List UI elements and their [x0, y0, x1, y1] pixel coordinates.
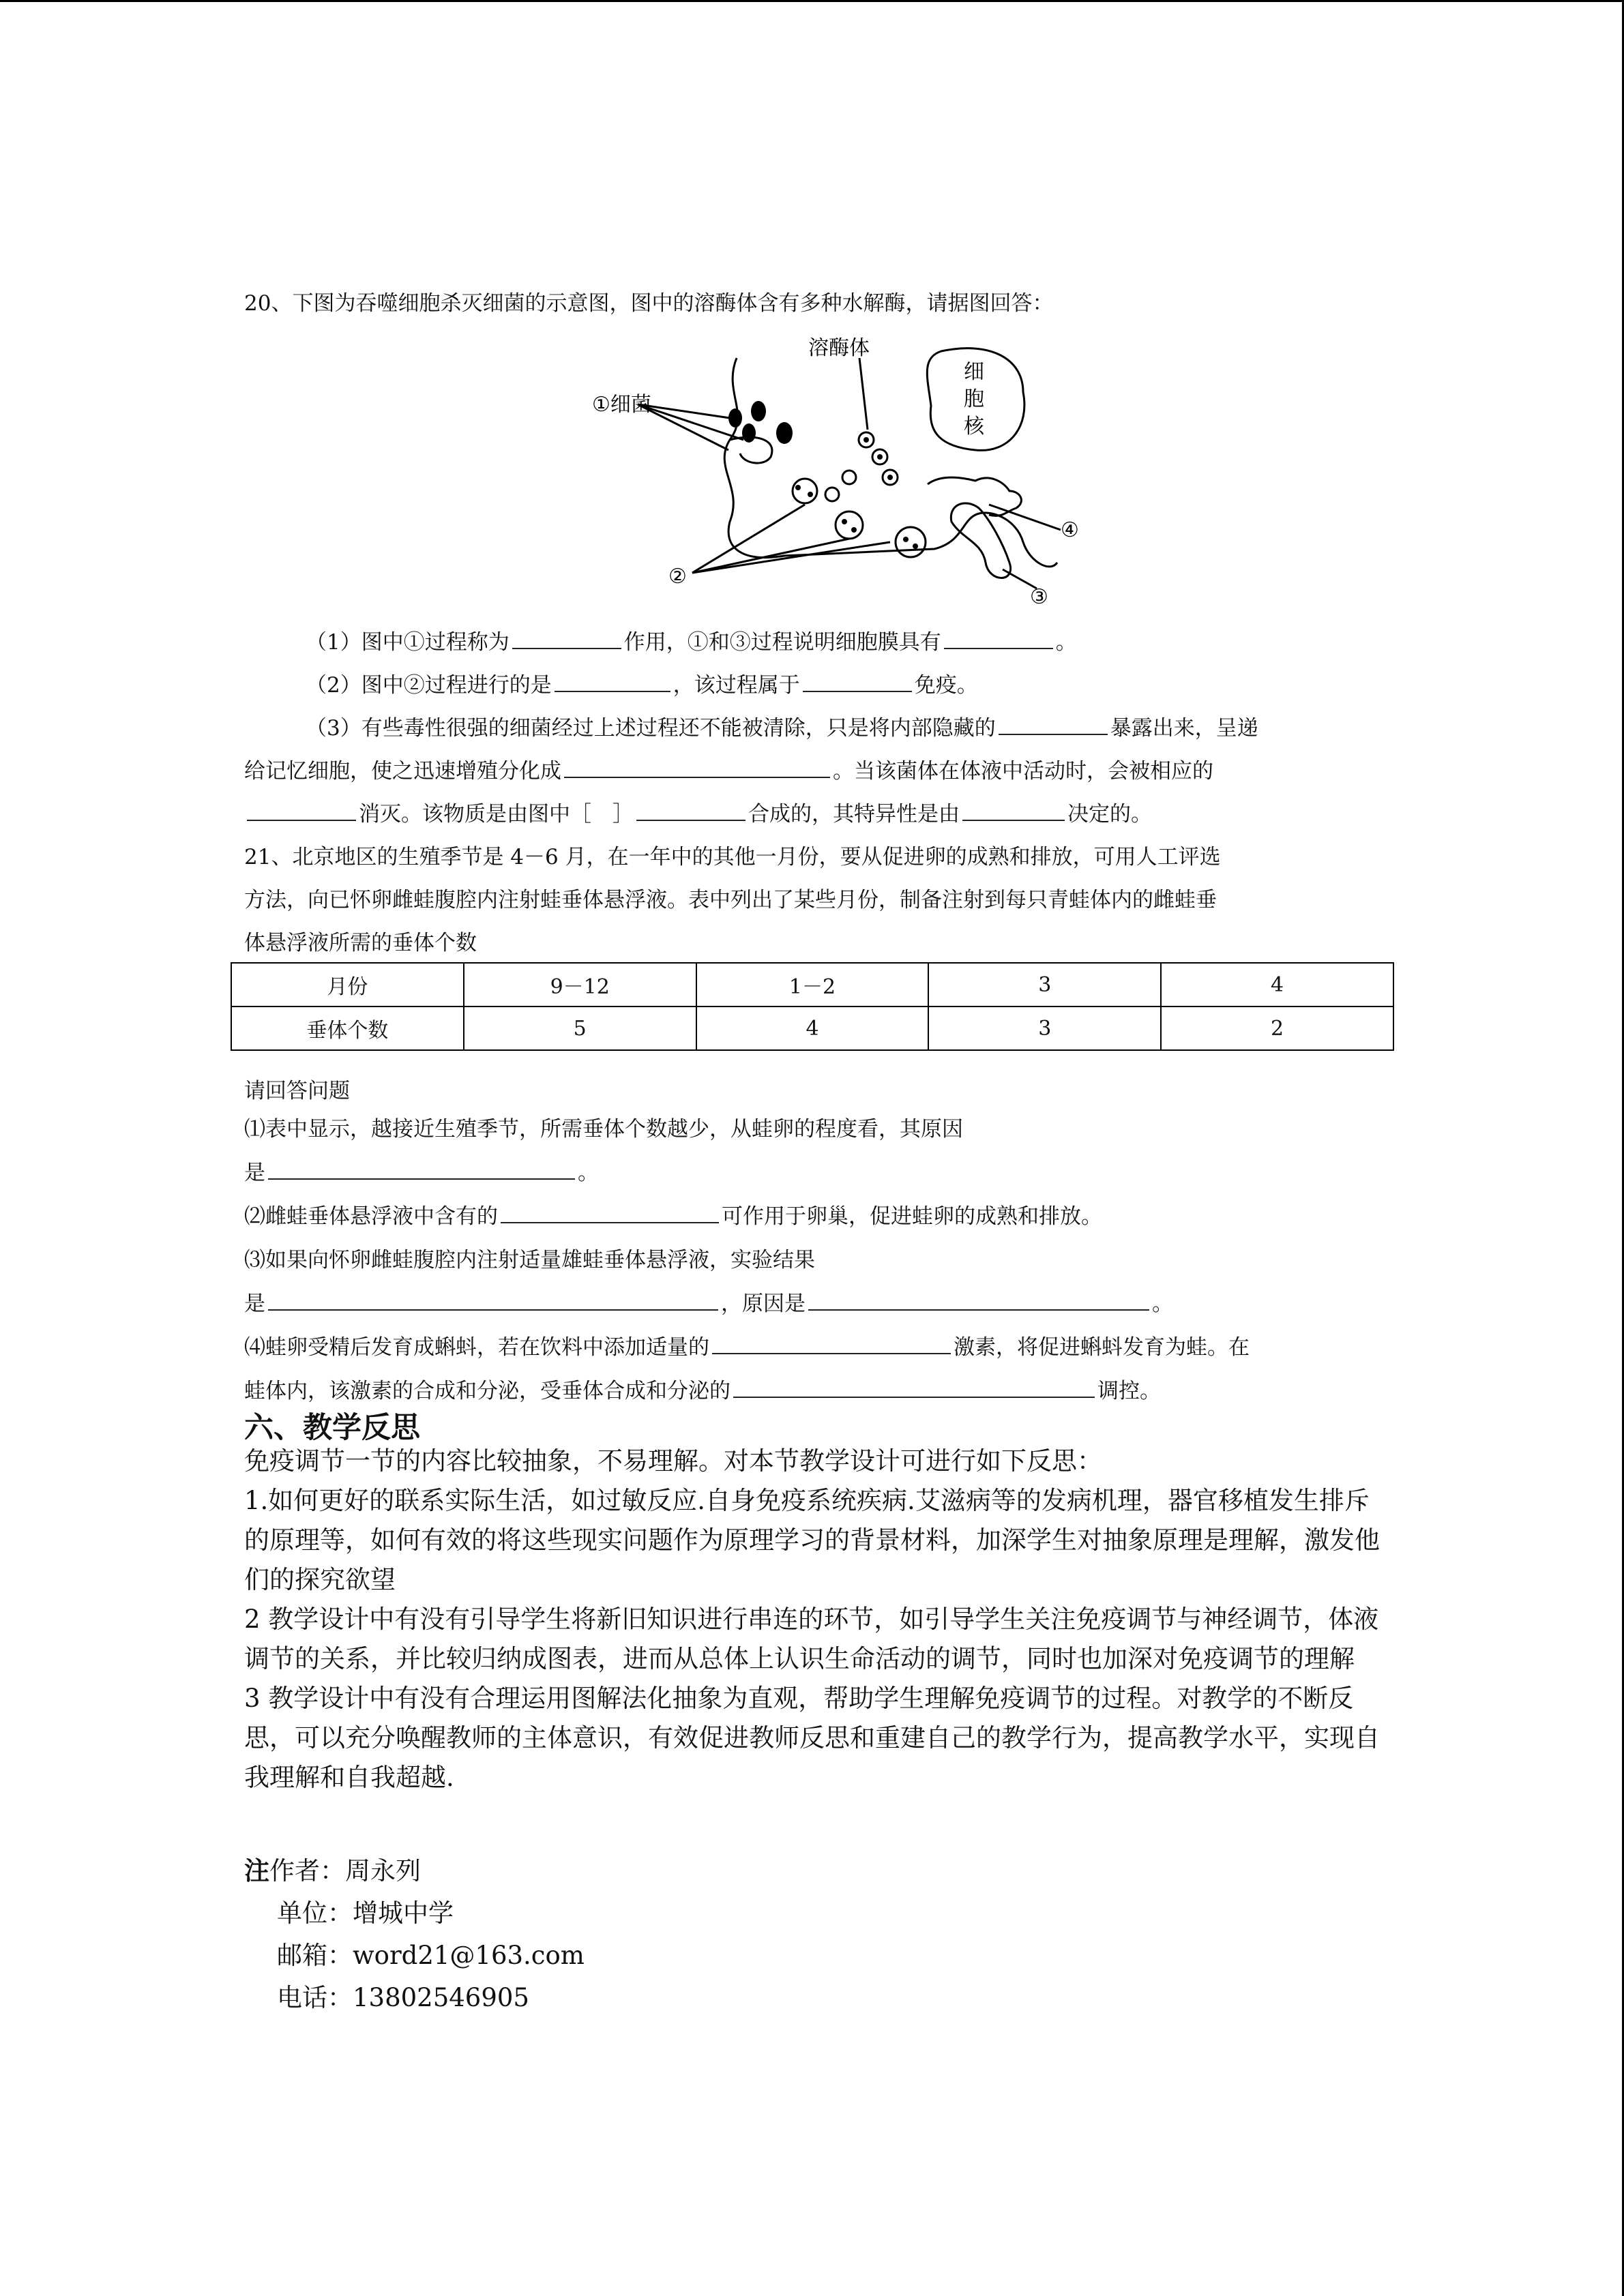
blank-4[interactable] — [803, 670, 912, 692]
blank-8[interactable] — [636, 799, 745, 821]
q20-sub1: （1）图中①过程称为 作用，①和③过程说明细胞膜具有 。 — [244, 622, 1077, 663]
blank-15[interactable] — [733, 1376, 1095, 1398]
table-cell: 1－2 — [696, 963, 929, 1007]
blank-13[interactable] — [808, 1289, 1149, 1311]
blank-11[interactable] — [501, 1202, 719, 1223]
table-cell: 9－12 — [464, 963, 696, 1007]
q21-part2: ⑵雌蛙垂体悬浮液中含有的 可作用于卵巢，促进蛙卵的成熟和排放。 — [244, 1196, 1102, 1237]
label-lysosome: 溶酶体 — [808, 338, 870, 360]
q20-sub2: （2）图中②过程进行的是 ，该过程属于 免疫。 — [244, 665, 978, 706]
table-cell: 5 — [464, 1007, 696, 1050]
author-block — [244, 1849, 585, 2019]
label-2: ② — [668, 565, 687, 588]
table-row — [231, 1007, 1393, 1050]
phagocytosis-diagram — [580, 338, 1098, 610]
q21-part4-line1: ⑷蛙卵受精后发育成蝌蚪，若在饮料中添加适量的 激素，将促进蝌蚪发育为蛙。在 — [244, 1327, 1250, 1368]
table-row — [231, 963, 1393, 1007]
author-email: 邮箱：word21@163.com — [277, 1941, 585, 1970]
author-unit: 单位：增城中学 — [277, 1898, 454, 1928]
blank-2[interactable] — [944, 627, 1053, 649]
page-top-border — [0, 0, 1624, 2]
table-cell: 垂体个数 — [231, 1007, 464, 1050]
table-cell: 4 — [1161, 963, 1393, 1007]
author-phone: 电话：13802546905 — [277, 1983, 529, 2012]
blank-1[interactable] — [512, 627, 621, 649]
blank-6[interactable] — [564, 756, 830, 778]
q21-ask: 请回答问题 — [244, 1079, 350, 1103]
q20-title: 20、下图为吞噬细胞杀灭细菌的示意图，图中的溶酶体含有多种水解酶，请据图回答： — [244, 291, 1054, 316]
q20-sub3-line3: 消灭。该物质是由图中［ ］ 合成的，其特异性是由 决定的。 — [244, 794, 1152, 835]
blank-5[interactable] — [999, 713, 1108, 735]
reflection-body — [244, 1442, 1383, 1798]
label-3: ③ — [1030, 585, 1048, 609]
q20-sub3-line1: （3）有些毒性很强的细菌经过上述过程还不能被清除，只是将内部隐藏的 暴露出来，呈递 — [244, 708, 1258, 749]
blank-12[interactable] — [268, 1289, 718, 1311]
section-title: 六、教学反思 — [244, 1411, 420, 1445]
label-nucleus-3: 核 — [964, 415, 984, 438]
reflection-paragraph: 2 教学设计中有没有引导学生将新旧知识进行串连的环节，如引导学生关注免疫调节与神经调节，体液调节的关系，并比较归纳成图表，进而从总体上认识生命活动的调节，同时也加深对免疫调节的理解 — [244, 1605, 1379, 1673]
reflection-paragraph: 3 教学设计中有没有合理运用图解法化抽象为直观，帮助学生理解免疫调节的过程。对教学的不断反思，可以充分唤醒教师的主体意识，有效促进教师反思和重建自己的教学行为，提高教学水平，实现自我理解和自我超越. — [244, 1684, 1380, 1792]
blank-3[interactable] — [555, 670, 670, 692]
q21-part3-b: 是 ，原因是 。 — [244, 1283, 1173, 1324]
table-cell: 月份 — [231, 963, 464, 1007]
reflection-paragraph: 1.如何更好的联系实际生活，如过敏反应.自身免疫系统疾病.艾滋病等的发病机理，器官移植发生排斥的原理等，如何有效的将这些现实问题作为原理学习的背景材料，加深学生对抽象原理是理解，激发他们的探究欲望 — [244, 1486, 1380, 1594]
q21-line3: 体悬浮液所需的垂体个数 — [244, 931, 477, 955]
q21-part4-line2: 蛙体内，该激素的合成和分泌，受垂体合成和分泌的 调控。 — [244, 1371, 1161, 1412]
table-cell: 3 — [928, 1007, 1161, 1050]
reflection-paragraph: 免疫调节一节的内容比较抽象，不易理解。对本节教学设计可进行如下反思： — [244, 1446, 1102, 1476]
author-name: 注作者：周永列 — [244, 1855, 421, 1885]
q21-line2: 方法，向已怀卵雌蛙腹腔内注射蛙垂体悬浮液。表中列出了某些月份，制备注射到每只青蛙体内的雌蛙垂 — [244, 888, 1217, 912]
table-cell: 4 — [696, 1007, 929, 1050]
blank-14[interactable] — [712, 1332, 951, 1354]
q20-sub3-line2: 给记忆细胞，使之迅速增殖分化成 。当该菌体在体液中活动时，会被相应的 — [244, 751, 1213, 792]
blank-7[interactable] — [247, 799, 356, 821]
label-nucleus-2: 胞 — [964, 387, 984, 411]
table-cell: 3 — [928, 963, 1161, 1007]
label-4: ④ — [1061, 518, 1079, 542]
pituitary-table — [231, 962, 1394, 1051]
blank-10[interactable] — [268, 1158, 575, 1180]
blank-9[interactable] — [962, 799, 1065, 821]
q21-line1: 21、北京地区的生殖季节是 4－6 月，在一年中的其他一月份，要从促进卵的成熟和排放，可用人工评选 — [244, 845, 1221, 869]
q21-part1-b: 是 。 — [244, 1152, 599, 1193]
label-nucleus-1: 细 — [964, 360, 984, 384]
table-cell: 2 — [1161, 1007, 1393, 1050]
label-bacteria: ①细菌 — [592, 393, 651, 417]
q21-part3-a: ⑶如果向怀卵雌蛙腹腔内注射适量雄蛙垂体悬浮液，实验结果 — [244, 1248, 815, 1272]
q21-part1-a: ⑴表中显示，越接近生殖季节，所需垂体个数越少，从蛙卵的程度看，其原因 — [244, 1117, 963, 1142]
